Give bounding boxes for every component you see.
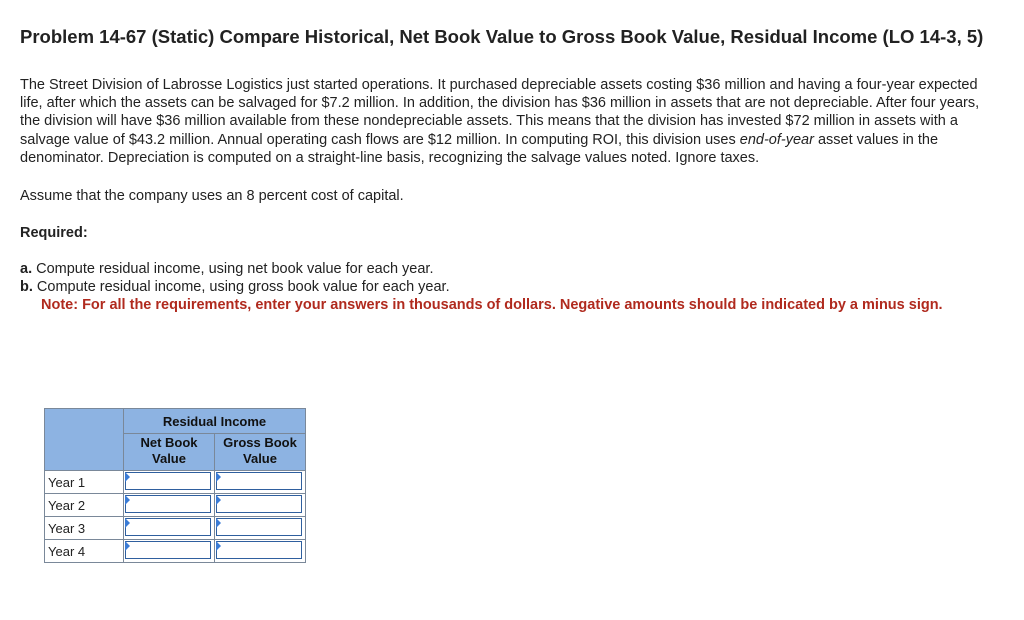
problem-title: Problem 14-67 (Static) Compare Historical, Net Book Value to Gross Book Value, Residual Income (LO 14-3, 5) <box>20 26 984 47</box>
requirement-a-text: Compute residual income, using net book value for each year. <box>36 261 434 278</box>
cell-year-4-net <box>124 540 215 563</box>
input-year-3-gross-book-value[interactable] <box>216 518 302 536</box>
requirements-list <box>20 260 1000 315</box>
cell-year-1-net <box>124 471 215 494</box>
row-label-year-2: Year 2 <box>45 494 124 517</box>
input-year-3-net-book-value[interactable] <box>125 518 211 536</box>
residual-income-header: Residual Income <box>124 409 306 434</box>
row-label-year-1: Year 1 <box>45 471 124 494</box>
table-corner-cell <box>45 409 124 471</box>
input-year-4-net-book-value[interactable] <box>125 541 211 559</box>
requirement-a-label: a. <box>20 261 33 278</box>
description-part-2: asset values in the denominator. Depreciation is computed on a straight-line basis, recognizing the salvage values noted. Ignore taxes. <box>20 131 939 166</box>
table-row-year-4 <box>45 540 306 563</box>
cell-year-2-net <box>124 494 215 517</box>
table-row-year-1 <box>45 471 306 494</box>
input-year-1-gross-book-value[interactable] <box>216 472 302 490</box>
cell-year-3-gross <box>215 517 306 540</box>
table-row-year-2 <box>45 494 306 517</box>
problem-description <box>20 76 1000 167</box>
cell-year-3-net <box>124 517 215 540</box>
row-label-year-4: Year 4 <box>45 540 124 563</box>
net-book-value-header: Net Book Value <box>124 434 215 471</box>
residual-income-table <box>44 408 306 563</box>
requirement-b-label: b. <box>20 279 33 296</box>
gross-book-value-header: Gross Book Value <box>215 434 306 471</box>
requirement-b-text: Compute residual income, using gross book value for each year. <box>36 279 450 296</box>
problem-content <box>20 26 1000 315</box>
input-year-1-net-book-value[interactable] <box>125 472 211 490</box>
table-row-year-3 <box>45 517 306 540</box>
cell-year-1-gross <box>215 471 306 494</box>
description-emphasis: end-of-year <box>739 131 814 148</box>
input-year-2-net-book-value[interactable] <box>125 495 211 513</box>
requirement-a <box>20 260 1000 278</box>
description-part-1: The Street Division of Labrosse Logistics just started operations. It purchased depreciable assets costing $36 million and having a four-year expected life, after which the assets can be salvaged for $7.2 million. In addition, the division has $36 million in assets that are not depreciable. After four years, the division will have $36 million available from these nondepreciable assets. This means that the division has invested $72 million in assets with a salvage value of $43.2 million. Annual operating cash flows are $12 million. In computing ROI, this division uses <box>20 77 980 148</box>
input-year-4-gross-book-value[interactable] <box>216 541 302 559</box>
cell-year-2-gross <box>215 494 306 517</box>
cost-of-capital-assumption: Assume that the company uses an 8 percent cost of capital. <box>20 188 404 205</box>
answer-format-note: Note: For all the requirements, enter your answers in thousands of dollars. Negative amounts should be indicated by a minus sign. <box>41 297 943 314</box>
input-year-2-gross-book-value[interactable] <box>216 495 302 513</box>
requirement-b <box>20 278 1000 296</box>
residual-income-table-wrap <box>44 408 306 563</box>
cell-year-4-gross <box>215 540 306 563</box>
required-heading: Required: <box>20 225 88 242</box>
row-label-year-3: Year 3 <box>45 517 124 540</box>
